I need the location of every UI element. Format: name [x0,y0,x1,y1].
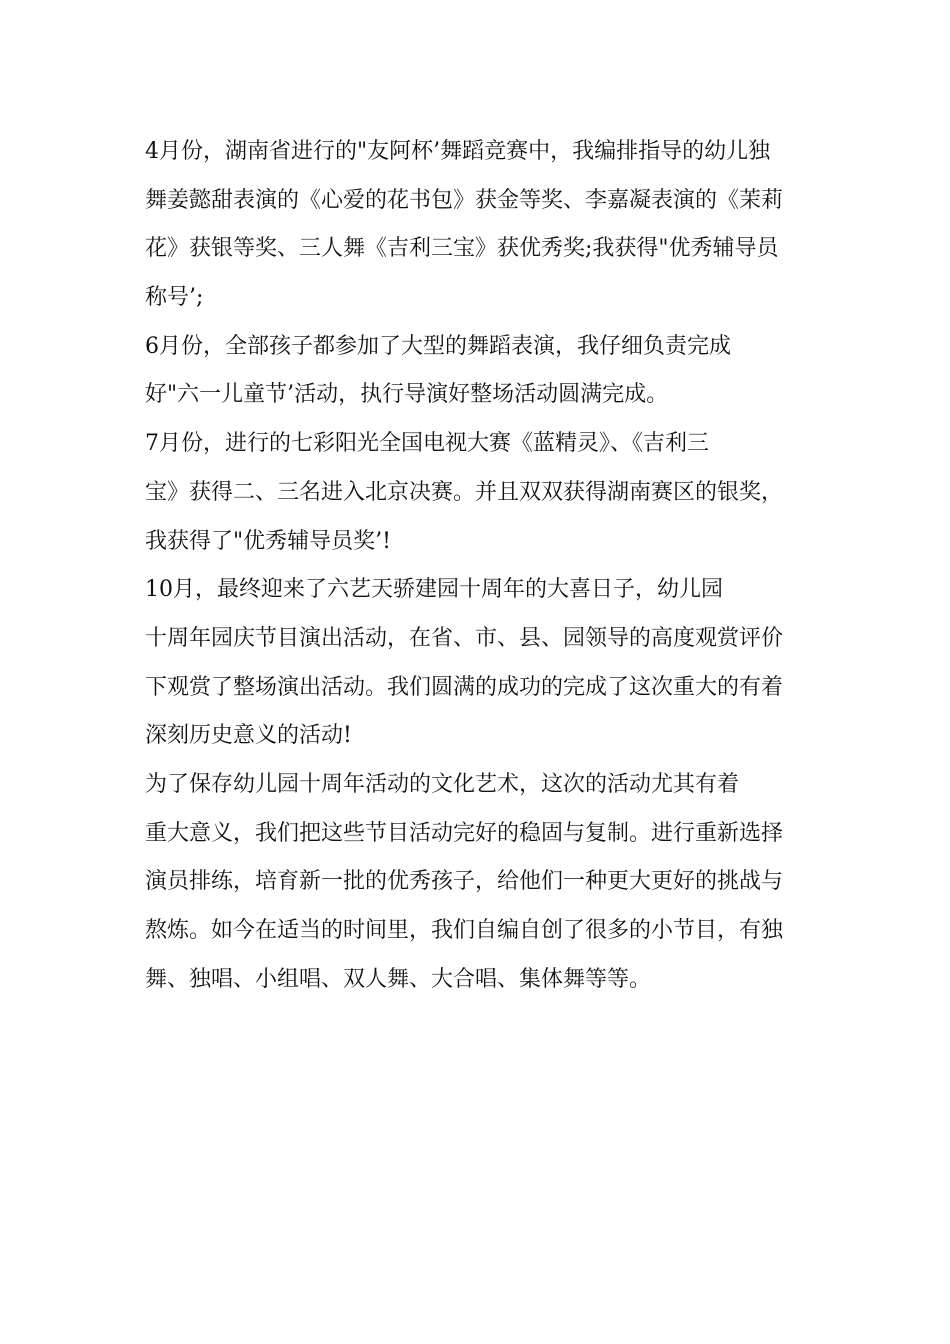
text-line: 重大意义，我们把这些节目活动完好的稳固与复制。进行重新选择 [145,820,784,846]
text-line: 演员排练，培育新一批的优秀孩子，给他们一种更大更好的挑战与 [145,869,784,895]
text-line: 7月份，进行的七彩阳光全国电视大赛《蓝精灵》、《吉利三 [145,431,709,457]
text-line: 好"六一儿童节’活动，执行导演好整场活动圆满完成。 [145,382,669,408]
text-line: 4月份，湖南省进行的"友阿杯’舞蹈竞赛中，我编排指导的幼儿独 [145,139,771,164]
paragraph-july [145,420,810,566]
text-line: 我获得了"优秀辅导员奖’! [145,528,391,554]
paragraph-june [145,323,810,420]
paragraph-april [145,128,810,323]
text-line: 舞姜懿甜表演的《心爱的花书包》获金等奖、李嘉凝表演的《茉莉 [145,187,784,213]
text-line: 十周年园庆节目演出活动，在省、市、县、园领导的高度观赏评价 [145,625,784,651]
text-line: 熬炼。如今在适当的时间里，我们自编自创了很多的小节目，有独 [145,918,784,943]
text-line: 10月，最终迎来了六艺天骄建园十周年的大喜日子，幼儿园 [145,577,723,603]
text-line: 称号’; [145,285,204,311]
text-line: 下观赏了整场演出活动。我们圆满的成功的完成了这次重大的有着 [145,674,784,700]
text-line: 深刻历史意义的活动! [145,723,352,749]
text-line: 为了保存幼儿园十周年活动的文化艺术，这次的活动尤其有着 [145,771,740,797]
text-line: 舞、独唱、小组唱、双人舞、大合唱、集体舞等等。 [145,966,652,992]
document-body [145,128,810,1004]
text-line: 花》获银等奖、三人舞《吉利三宝》获优秀奖;我获得"优秀辅导员 [145,236,779,262]
text-line: 宝》获得二、三名进入北京决赛。并且双双获得湖南赛区的银奖， [145,479,784,505]
paragraph-october [145,566,810,761]
paragraph-preservation [145,761,810,1004]
text-line: 6月份，全部孩子都参加了大型的舞蹈表演，我仔细负责完成 [145,333,731,359]
